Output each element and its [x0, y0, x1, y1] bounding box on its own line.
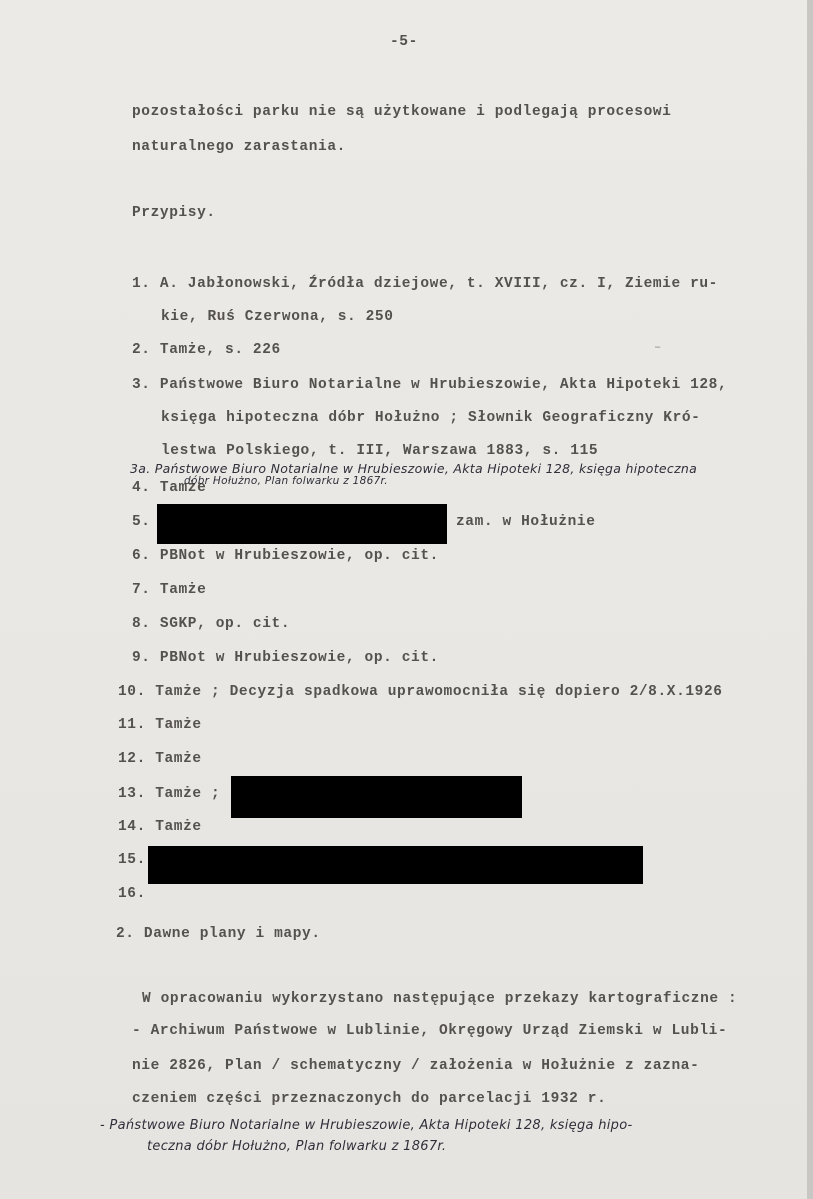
- footnote-3b: księga hipoteczna dóbr Hołużno ; Słownik Geograficzny Kró-: [161, 410, 701, 426]
- footnote-13: 13. Tamże ;: [118, 786, 221, 802]
- section-2-line-2: - Archiwum Państwowe w Lublinie, Okręgowy Urząd Ziemski w Lubli-: [132, 1023, 728, 1039]
- page-number: -5-: [390, 34, 418, 50]
- footnote-11: 11. Tamże: [118, 717, 202, 733]
- intro-line-1: pozostałości parku nie są użytkowane i podlegają procesowi: [132, 104, 672, 120]
- footnote-12: 12. Tamże: [118, 751, 202, 767]
- footnote-6: 6. PBNot w Hrubieszowie, op. cit.: [132, 548, 439, 564]
- footnote-16: 16.: [118, 886, 146, 902]
- footnote-7: 7. Tamże: [132, 582, 207, 598]
- redaction-bar: [231, 776, 522, 818]
- footnote-5-tail: zam. w Hołużnie: [456, 514, 596, 530]
- footnote-10: 10. Tamże ; Decyzja spadkowa uprawomocniła się dopiero 2/8.X.1926: [118, 684, 723, 700]
- redaction-bar: [148, 846, 643, 884]
- footnote-9: 9. PBNot w Hrubieszowie, op. cit.: [132, 650, 439, 666]
- section-2-line-4: czeniem części przeznaczonych do parcelacji 1932 r.: [132, 1091, 607, 1107]
- handwritten-note-1-line-2: dóbr Hołużno, Plan folwarku z 1867r.: [184, 475, 388, 487]
- footnote-3a: 3. Państwowe Biuro Notarialne w Hrubieszowie, Akta Hipoteki 128,: [132, 377, 728, 393]
- intro-line-2: naturalnego zarastania.: [132, 139, 346, 155]
- footnote-1b: kie, Ruś Czerwona, s. 250: [161, 309, 394, 325]
- footnote-2: 2. Tamże, s. 226: [132, 342, 281, 358]
- handwritten-note-2-line-1: - Państwowe Biuro Notarialne w Hrubieszowie, Akta Hipoteki 128, księga hipo-: [100, 1118, 633, 1133]
- footnotes-heading: Przypisy.: [132, 205, 216, 221]
- footnote-15: 15.: [118, 852, 146, 868]
- footnote-1a: 1. A. Jabłonowski, Źródła dziejowe, t. XVIII, cz. I, Ziemie ru-: [132, 276, 718, 292]
- section-2-line-3: nie 2826, Plan / schematyczny / założenia w Hołużnie z zazna-: [132, 1058, 700, 1074]
- section-2-line-1: W opracowaniu wykorzystano następujące przekazy kartograficzne :: [142, 991, 738, 1007]
- page-edge: [807, 0, 813, 1199]
- redaction-bar: [157, 504, 447, 544]
- section-2-heading: 2. Dawne plany i mapy.: [116, 926, 321, 942]
- footnote-5-number: 5.: [132, 514, 151, 530]
- pencil-mark: –: [654, 340, 662, 354]
- footnote-4: 4. Tamże: [132, 480, 207, 496]
- footnote-8: 8. SGKP, op. cit.: [132, 616, 291, 632]
- footnote-14: 14. Tamże: [118, 819, 202, 835]
- handwritten-note-1-line-1: 3a. Państwowe Biuro Notarialne w Hrubieszowie, Akta Hipoteki 128, księga hipoteczna: [130, 461, 698, 476]
- handwritten-note-2-line-2: teczna dóbr Hołużno, Plan folwarku z 1867r.: [147, 1139, 447, 1154]
- footnote-3c: lestwa Polskiego, t. III, Warszawa 1883, s. 115: [161, 443, 599, 459]
